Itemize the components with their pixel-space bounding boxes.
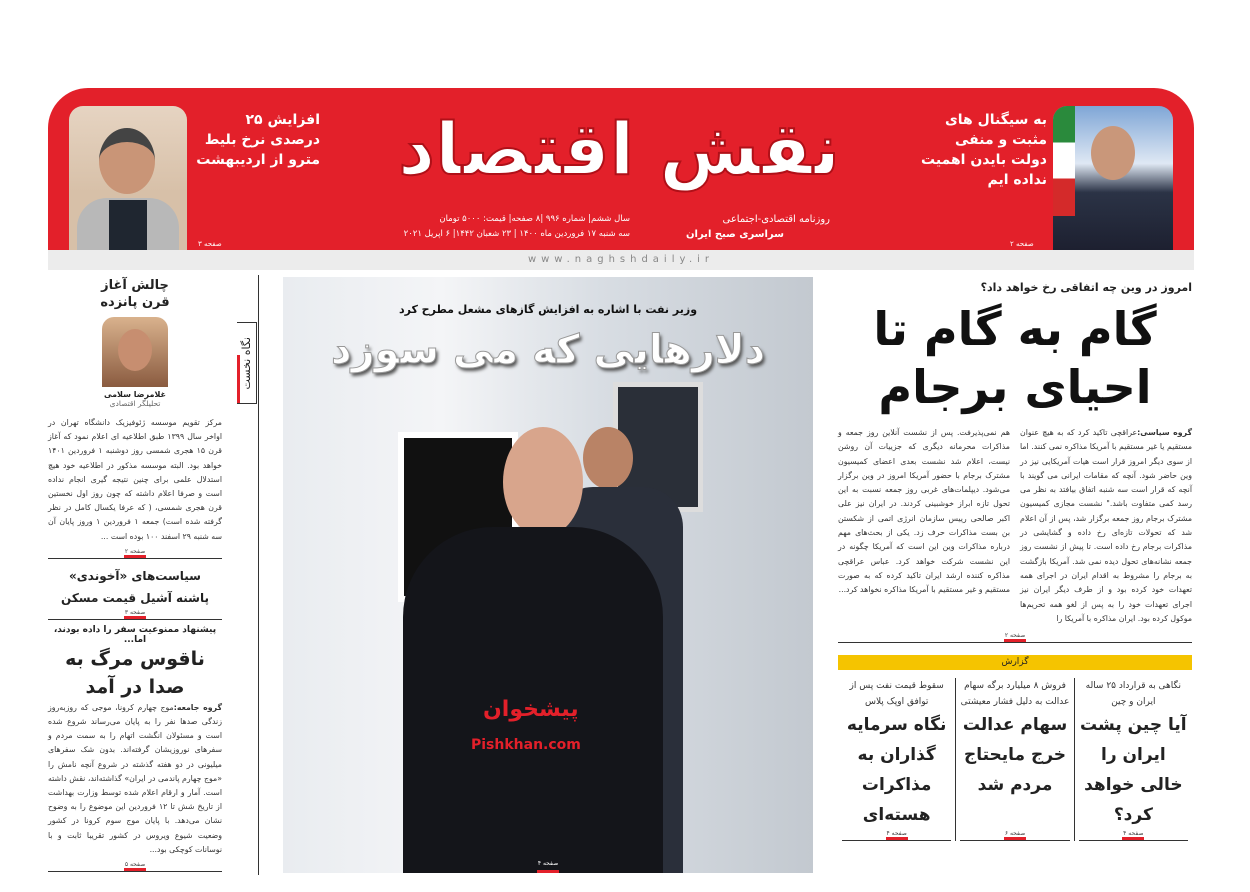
page-ref: صفحه ۶ <box>1004 830 1026 838</box>
right-column <box>838 281 1192 841</box>
corona-kicker: پیشنهاد ممنوعیت سفر را داده بودند، اما... <box>53 624 217 645</box>
column-divider <box>258 275 259 875</box>
corona-lead: گروه جامعه: <box>173 702 222 712</box>
top-right-headline[interactable]: به سیگنال های مثبت و منفی دولت بایدن اهمیت نداده ایم <box>921 112 1047 188</box>
report-headline[interactable]: آیا چین پشت ایران را خالی خواهد کرد؟ <box>1080 715 1187 826</box>
column-body: مرکز تقویم موسسه ژئوفیزیک دانشگاه تهران در اواخر سال ۱۳۹۹ طبق اطلاعیه ای اعلام نمود که آغاز قرن ۱۵ هجری شمسی روز دوشنبه ۱ فروردین ۱۴۰۱ خواهد بود. البته موسسه مذکور در اطلاعیه خود هیچ استدلال علمی برای چنین نتیجه گیری انجام نداده است و صرفا اعلام داشته که چون روز اول نخستین قرن هجری شمسی، ( که عرفا یکسال کامل در نظر گرفته شده است) جمعه ۱ فروردین ۱ وروز پایان آن سه شنبه ۲۹ اسفند ۱۰۰ بوده است ... <box>48 418 223 541</box>
divider <box>838 642 1192 643</box>
divider <box>960 840 1069 841</box>
page-tab <box>537 870 559 873</box>
report-kicker: سقوط قیمت نفت پس از توافق اوپک پلاس <box>849 681 944 708</box>
section-label: نگاه نخست <box>240 336 253 390</box>
report-bar: گزارش <box>838 655 1192 670</box>
photo-kicker: وزیر نفت با اشاره به افزایش گازهای مشعل مطرح کرد <box>398 303 698 316</box>
scope: سراسری صبح ایران <box>686 229 784 240</box>
lead-kicker: امروز در وین چه اتفاقی رخ خواهد داد؟ <box>980 281 1192 294</box>
spokesperson-photo <box>1053 106 1173 250</box>
metro-official-photo <box>69 106 187 250</box>
lead-text: عراقچی تاکید کرد که به هیچ عنوان مستقیم یا غیر مستقیم با آمریکا مذاکره نمی کنند. اما از سوی دیگر امروز قرار است هیات آمریکایی نیز در وین حاضر شود. آنچه که مقامات ایرانی می گویند با آنچه که قرار است سه شنبه اتفاق بیافتد به نظر می رسد کمی متفاوت باشد." نشست مجازی کمیسیون مشترک برجام روز جمعه برگزار شد، پس از آن اعلام شد که تحولات تازه‌ای رخ داده و گشایشی در مذاکرات برجام رخ داده است. تا پیش از نشست روز جمعه نشانه‌های تحول دیده نمی شد. آمریکا بازگشت به برجام را مشروط به اقدام ایران در اجرای همه تعهدات خود کرده بود و از طرف دیگر ایران نیز اجرای تعهدات خود را به پس از لغو همه تحریم‌ها موکول کرده بود. ایران مذاکره با آمریکا را <box>1020 428 1192 623</box>
page-ref: صفحه ۴ <box>886 830 907 838</box>
housing-headline[interactable]: سیاست‌های «آخوندی» پاشنه آشیل قیمت مسکن <box>61 568 209 605</box>
watermark: پیشخوان <box>483 697 579 722</box>
lead-body-col1 <box>1020 426 1192 626</box>
masthead-tagline-block <box>640 212 830 242</box>
corona-body <box>48 701 222 857</box>
report-headline[interactable]: نگاه سرمایه گذاران به مذاکرات هسته‌ای <box>846 715 947 826</box>
divider <box>48 871 222 872</box>
opinion-column <box>48 277 222 872</box>
page-ref: صفحه ۴ <box>1123 830 1144 838</box>
report-item[interactable] <box>1075 678 1192 841</box>
website-url[interactable]: www.naghshdaily.ir <box>48 250 1194 270</box>
page-ref: صفحه ۲ <box>1010 240 1034 248</box>
page-ref: صفحه ۲ <box>124 547 146 555</box>
lead-footer <box>838 632 1192 643</box>
person-head <box>583 427 633 489</box>
report-kicker: فروش ۸ میلیارد برگه سهام عدالت به دلیل فشار معیشتی <box>960 681 1070 708</box>
page-ref: صفحه ۲ <box>1004 632 1026 640</box>
report-item[interactable] <box>838 678 955 841</box>
watermark-url: Pishkhan.com <box>471 737 581 753</box>
divider <box>1079 840 1188 841</box>
lead-headline[interactable]: گام به گام تا احیای برجام <box>873 302 1157 414</box>
lead-body-col2: هم نمی‌پذیرفت. پس از نشست آنلاین روز جمعه و مذاکرات محرمانه دیگری که جزییات آن روشن نیست، اعلام شد نشست بعدی اعضای کمیسیون مشترک برجام با حضور آمریکا امروز در وین برگزار می‌شود. دیپلمات‌های غربی روز جمعه نسبت به این تحول تازه ابراز خوشبینی کردند. در ایران نیز علی اکبر صالحی رییس سازمان انرژی اتمی از شکستن بن بست مذاکرات حرف زد. یکی از بحث‌های مهم درباره مذاکرات وین این است که آمریکا چگونه در این نشست شرکت خواهد کرد. عباس عراقچی مذاکره کننده ارشد ایران تاکید کرده که به صورت مستقیم و غیر مستقیم با آمریکا مذاکره نخواهد کرد... <box>838 428 1010 595</box>
top-left-headline[interactable]: افزایش ۲۵ درصدی نرخ بلیط مترو از اردیبهشت <box>196 112 320 168</box>
page-ref: صفحه ۵ <box>124 861 146 869</box>
author-name: غلامرضا سلامی <box>104 390 166 399</box>
page-ref: صفحه ۳ <box>124 608 146 616</box>
issue-info <box>330 212 630 242</box>
report-item[interactable] <box>956 678 1073 841</box>
divider <box>48 619 222 620</box>
lead-label: گروه سیاسی: <box>1137 428 1192 437</box>
corona-headline[interactable]: ناقوس مرگ به صدا در آمد <box>65 647 205 698</box>
tagline: روزنامه اقتصادی-اجتماعی <box>722 214 830 225</box>
main-photo[interactable] <box>283 277 813 873</box>
divider <box>842 840 951 841</box>
issue-date: سه شنبه ۱۷ فروردین ماه ۱۴۰۰ | ۲۳ شعبان ۱۴۴۲| ۶ اپریل ۲۰۲۱ <box>403 229 630 239</box>
minister-head <box>503 427 583 537</box>
report-headline[interactable]: سهام عدالت خرج مایحتاج مردم شد <box>962 715 1068 796</box>
divider <box>48 558 222 559</box>
author-photo <box>102 317 168 387</box>
newspaper-logo: نقش اقتصاد <box>398 107 840 191</box>
column-title[interactable]: چالش آغاز قرن پانزده <box>100 278 170 310</box>
page-ref: صفحه ۴ <box>537 860 559 867</box>
accent-bar <box>237 355 240 403</box>
report-items <box>838 678 1192 841</box>
report-kicker: نگاهی به قرارداد ۲۵ ساله ایران و چین <box>1085 681 1182 708</box>
photo-headline[interactable]: دلارهایی که می سوزد <box>330 327 766 373</box>
section-label-box <box>237 322 257 404</box>
lead-body <box>838 426 1192 626</box>
issue-number: سال ششم| شماره ۹۹۶ |۸ صفحه| قیمت: ۵۰۰۰ تومان <box>439 214 630 224</box>
corona-text: موج چهارم کرونا، موجی که روزبه‌روز زندگی صدها نفر را به پایان می‌رساند شروع شده است و مسئولان انگشت اتهام را به سمت مردم و سفرهای نوروزیشان گرفته‌اند. بدون شک سفرهای میلیونی در دو هفته گذشته در شروع آنچه نامش را «موج چهارم پاندمی در ایران» گذاشته‌اند، نقش داشته است. آمار و ارقام اعلام شده توسط وزارت بهداشت از تاریخ شش تا ۱۲ فروردین این موضوع را به وضوح نشان می‌دهد. با پایان موج سوم کرونا در کشور وضعیت شیوع ویروس در کشور تقریبا ثابت و با نوسانات کوچکی بود... <box>48 702 222 854</box>
page-ref: صفحه ۳ <box>198 240 222 248</box>
author-role: تحلیلگر اقتصادی <box>109 399 161 408</box>
